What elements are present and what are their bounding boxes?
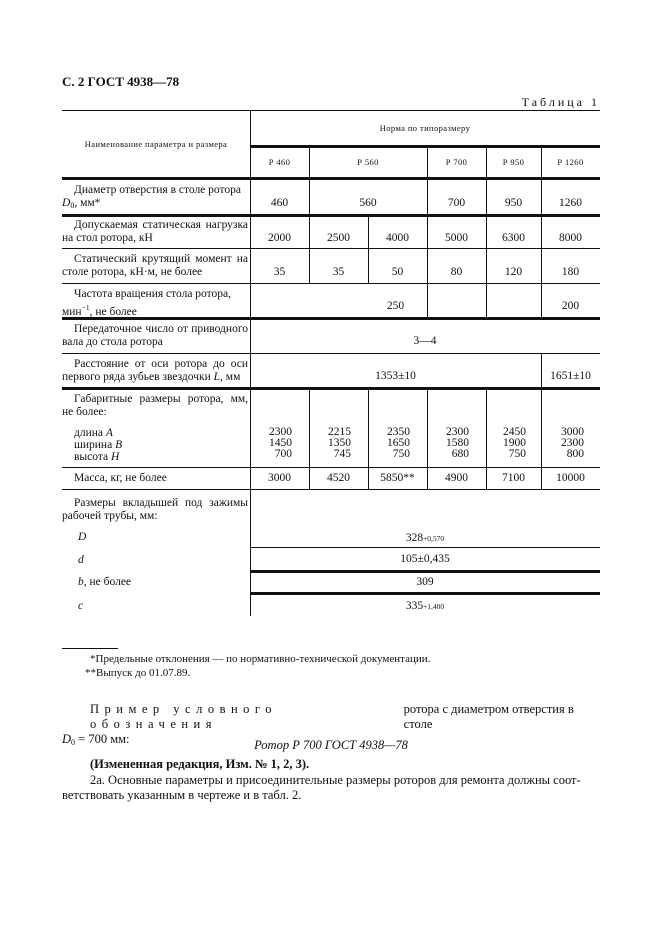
param-rotation-speed [62, 288, 248, 319]
liner-value-d: 105±0,435 [400, 552, 450, 565]
value-cell: 10000 [556, 472, 585, 484]
value-cell: 3—4 [413, 335, 437, 347]
value-cell: 2000 [268, 232, 291, 244]
value-cell: 2300 [561, 437, 584, 449]
param-text: Диаметр отверстия в столе ротора [74, 184, 241, 196]
paragraph-line: 2а. Основные параметры и присоединительные размеры роторов для ремонта должны соот- [90, 773, 581, 787]
value-cell: 2300 [269, 426, 292, 438]
param-text: Масса, кг, не более [74, 472, 167, 484]
row-divider [62, 248, 600, 249]
param-overall-dimensions [62, 393, 248, 419]
page-header: С. 2 ГОСТ 4938—78 [62, 74, 180, 89]
dims-p560b [368, 427, 410, 460]
dim-label: ширина [74, 439, 113, 451]
value-cell: 6300 [502, 232, 525, 244]
param-text: Габаритные размеры ротора, мм, не более: [62, 393, 248, 418]
row-divider [62, 489, 600, 490]
value-cell: 2350 [387, 426, 410, 438]
value-cell: 7100 [502, 472, 525, 484]
liner-label-d [78, 554, 84, 566]
param-text: Допускаемая статическая нагрузка на стол ротора, кН [62, 219, 248, 244]
value-cell: 5000 [445, 232, 468, 244]
example-text: ротора с диаметром отверстия в столе [403, 702, 574, 731]
example-symbol: D [62, 732, 72, 746]
value-cell: 460 [270, 197, 289, 209]
value-cell: 3000 [561, 426, 584, 438]
param-liner-dimensions [62, 497, 248, 523]
value-cell: 1650 [387, 437, 410, 449]
size-header-p950: Р 950 [502, 157, 525, 167]
dimension-height [74, 451, 122, 463]
value-cell: 50 [391, 266, 404, 278]
size-header-p560: Р 560 [357, 157, 379, 167]
dim-symbol: b [78, 576, 84, 588]
value-cell: 745 [333, 448, 351, 460]
value-cell: 180 [561, 266, 580, 278]
norm-header: Норма по типоразмеру [379, 122, 471, 133]
example-text: = 700 мм: [75, 732, 130, 746]
value-cell: 4520 [327, 472, 350, 484]
param-diameter [62, 184, 248, 212]
dim-symbol: A [105, 427, 113, 439]
value-cell: 35 [332, 266, 345, 278]
dim-symbol: d [78, 554, 84, 566]
param-header: Наименование параметра и размера [84, 138, 228, 149]
param-text: Расстояние от оси ротора до оси первого ряда зубьев звездочки [62, 358, 248, 383]
value-cell: 750 [392, 448, 410, 460]
size-header-p460: Р 460 [268, 157, 291, 167]
value-cell: 800 [566, 448, 584, 460]
tolerance-superscript: +1,400 [423, 602, 445, 611]
param-text: Передаточное число от приводного вала до стола ротора [62, 323, 248, 348]
param-unit: , мм [220, 371, 241, 383]
value-cell: 560 [359, 197, 377, 209]
dim-label: , не более [83, 576, 132, 588]
footnote-rule [62, 648, 118, 649]
param-superscript: −1 [81, 303, 90, 312]
value-cell: 1353±10 [375, 370, 416, 382]
dims-p950 [486, 427, 526, 460]
amendment-note: (Измененная редакция, Изм. № 1, 2, 3). [90, 757, 310, 771]
example-designation: Ротор Р 700 ГОСТ 4938—78 [254, 738, 408, 752]
dims-p460 [250, 427, 292, 460]
liner-value-c [250, 595, 600, 613]
param-unit: мин [62, 306, 82, 318]
value-cell: 2215 [328, 426, 351, 438]
value-cell: 1450 [269, 437, 292, 449]
value-cell: 1651±10 [550, 370, 591, 382]
param-gear-ratio [62, 323, 248, 349]
value-cell: 2500 [327, 232, 350, 244]
liner-label-D: D [78, 531, 87, 543]
value-cell: 8000 [559, 232, 582, 244]
dims-p700 [427, 427, 469, 460]
liner-value-D [250, 525, 600, 545]
row-divider [62, 283, 600, 284]
value-cell: 5850** [380, 472, 415, 484]
value-cell: 1580 [446, 437, 469, 449]
liner-value-b: 309 [416, 576, 434, 588]
value-cell: 80 [450, 266, 463, 278]
value-cell: 2450 [503, 426, 526, 438]
footnote-2: **Выпуск до 01.07.89. [85, 667, 191, 679]
size-header-p700: Р 700 [445, 157, 468, 167]
value-cell: 4000 [386, 232, 409, 244]
dim-symbol: H [111, 451, 120, 463]
dimension-length [74, 427, 122, 439]
value-text: 335 [405, 600, 424, 612]
paragraph-2a [62, 773, 600, 803]
dim-label: длина [74, 427, 104, 439]
param-text: Статический крутящий момент на столе ротора, кН·м, не более [62, 253, 248, 278]
dim-symbol: B [115, 439, 123, 451]
paragraph-line: ветствовать указанным в чертеже и в табл. 2. [62, 788, 302, 802]
value-cell: 1260 [559, 197, 582, 209]
param-subscript: 0 [70, 201, 75, 210]
value-cell: 4900 [445, 472, 468, 484]
example-subscript: 0 [71, 738, 76, 747]
value-cell: 3000 [268, 472, 291, 484]
row-divider [62, 387, 600, 390]
value-text: 328 [405, 532, 424, 544]
param-symbol: D [62, 197, 71, 209]
tolerance-superscript: +0,570 [423, 534, 445, 543]
param-text: Размеры вкладышей под зажимы рабочей трубы, мм: [62, 497, 248, 522]
dims-p1260 [541, 427, 584, 460]
value-cell: 2300 [446, 426, 469, 438]
param-mass [62, 472, 248, 485]
size-header-p1260: Р 1260 [557, 157, 584, 167]
value-cell: 1350 [328, 437, 351, 449]
param-static-load [62, 219, 248, 245]
value-cell: 200 [561, 300, 580, 312]
value-cell: 750 [508, 448, 526, 460]
liner-label-c: c [78, 600, 84, 612]
dims-p560a [309, 427, 351, 460]
value-cell: 1900 [503, 437, 526, 449]
param-sprocket-distance [62, 358, 248, 384]
param-symbol: L [213, 371, 221, 383]
example-lead: Пример условного обозначения [90, 702, 277, 731]
value-cell: 250 [386, 300, 405, 312]
value-cell: 950 [504, 197, 523, 209]
value-cell: 120 [504, 266, 523, 278]
dimension-width [74, 439, 122, 451]
param-text: Частота вращения стола ротора, [74, 288, 232, 300]
param-torque [62, 253, 248, 279]
value-cell: 680 [451, 448, 469, 460]
param-unit: , мм* [74, 197, 101, 209]
param-text: , не более [89, 306, 137, 318]
dimension-labels [74, 427, 122, 463]
table-label: Таблица 1 [521, 95, 600, 109]
value-cell: 35 [273, 266, 286, 278]
value-cell: 700 [447, 197, 466, 209]
footnote-1: *Предельные отклонения — по нормативно-технической документации. [90, 653, 431, 665]
value-cell: 700 [274, 448, 292, 460]
dim-label: высота [74, 451, 109, 463]
liner-label-b [78, 576, 131, 588]
